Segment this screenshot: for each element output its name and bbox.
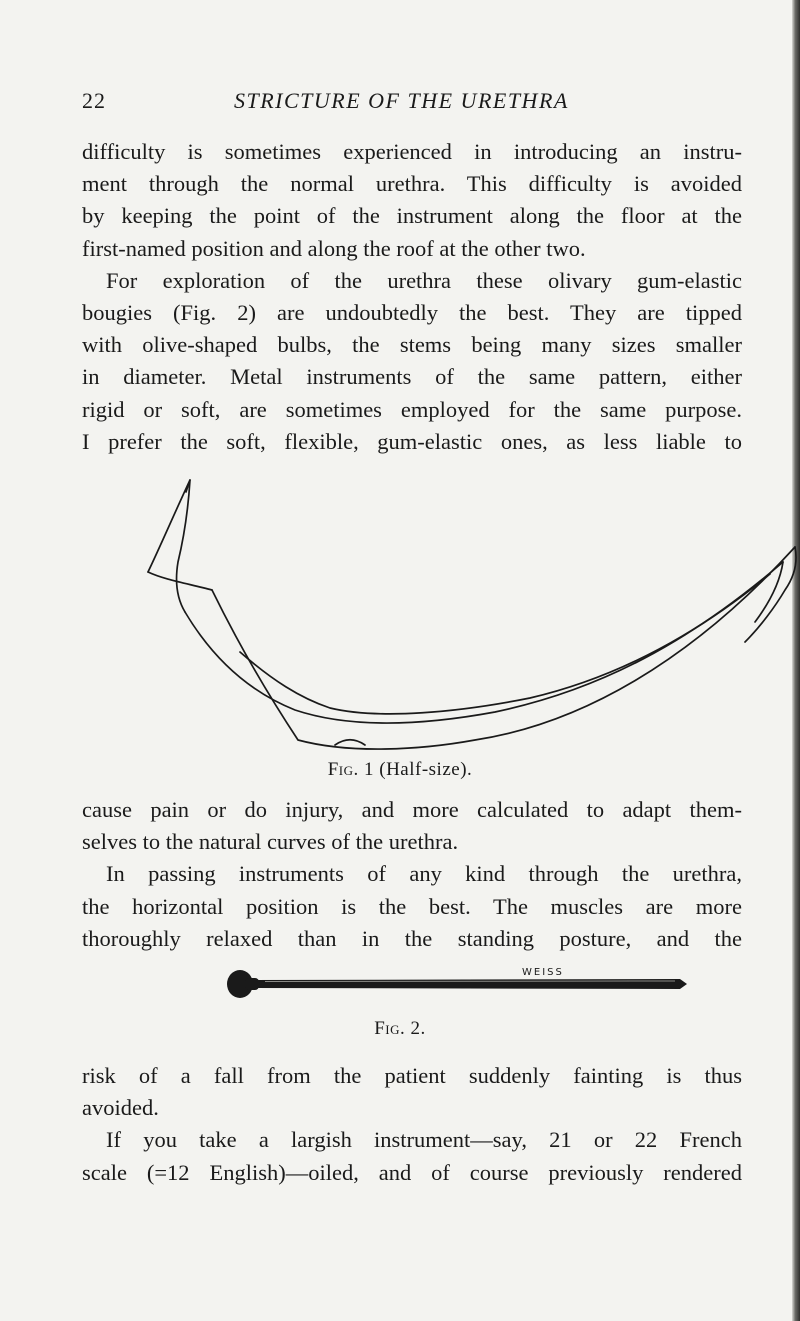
paragraph-cause-pain-end	[82, 826, 742, 858]
text-line: ment through the normal urethra. This difficulty is avoided	[82, 171, 742, 197]
paragraph-exploration	[82, 265, 742, 458]
figure-1-label: Fig. 1	[327, 759, 374, 780]
paragraph-largish-instrument	[82, 1124, 742, 1188]
paragraph-difficulty	[82, 136, 742, 233]
figure-1-curved-bougie	[0, 462, 800, 762]
text-line: For exploration of the urethra these olivary gum-elastic	[106, 267, 742, 293]
paragraph-passing-instruments	[82, 858, 742, 955]
page-number: 22	[82, 88, 106, 113]
figure-2-olivary-bougie	[225, 960, 695, 1002]
text-line: I prefer the soft, flexible, gum-elastic ones, as less liable to	[82, 428, 742, 454]
text-line: first-named position and along the roof at the other two.	[82, 235, 586, 261]
text-line: difficulty is sometimes experienced in introducing an instru-	[82, 139, 742, 164]
figure-1-note: (Half-size).	[379, 759, 473, 780]
text-line: avoided.	[82, 1095, 159, 1121]
text-line: with olive-shaped bulbs, the stems being many sizes smaller	[82, 332, 742, 358]
text-line: risk of a fall from the patient suddenly fainting is thus	[82, 1063, 742, 1088]
text-line: bougies (Fig. 2) are undoubtedly the best. They are tipped	[82, 300, 742, 325]
text-line: in diameter. Metal instruments of the same pattern, either	[82, 364, 742, 390]
text-line: If you take a largish instrument—say, 21 or 22 French	[106, 1127, 742, 1153]
text-line: by keeping the point of the instrument along the floor at the	[82, 203, 742, 229]
maker-mark: WEISS	[522, 967, 564, 978]
figure-2-caption	[0, 1018, 800, 1040]
paragraph-cause-pain	[82, 794, 742, 826]
paragraph-difficulty-end	[82, 233, 742, 265]
figure-2-label: Fig. 2.	[374, 1018, 426, 1039]
running-title: STRICTURE OF THE URETHRA	[234, 88, 569, 113]
text-line: cause pain or do injury, and more calculated to adapt them-	[82, 797, 742, 822]
text-line: rigid or soft, are sometimes employed for the same purpose.	[82, 396, 742, 422]
text-line: scale (=12 English)—oiled, and of course previously rendered	[82, 1159, 742, 1185]
text-line: the horizontal position is the best. The muscles are more	[82, 893, 742, 919]
paragraph-risk-of-fall	[82, 1060, 742, 1092]
paragraph-risk-of-fall-end	[82, 1092, 742, 1124]
text-line: In passing instruments of any kind through the urethra,	[106, 861, 742, 887]
text-line: thoroughly relaxed than in the standing posture, and the	[82, 925, 742, 951]
page-header	[82, 88, 732, 118]
figure-1-caption	[0, 759, 800, 781]
text-line: selves to the natural curves of the urethra.	[82, 829, 459, 855]
